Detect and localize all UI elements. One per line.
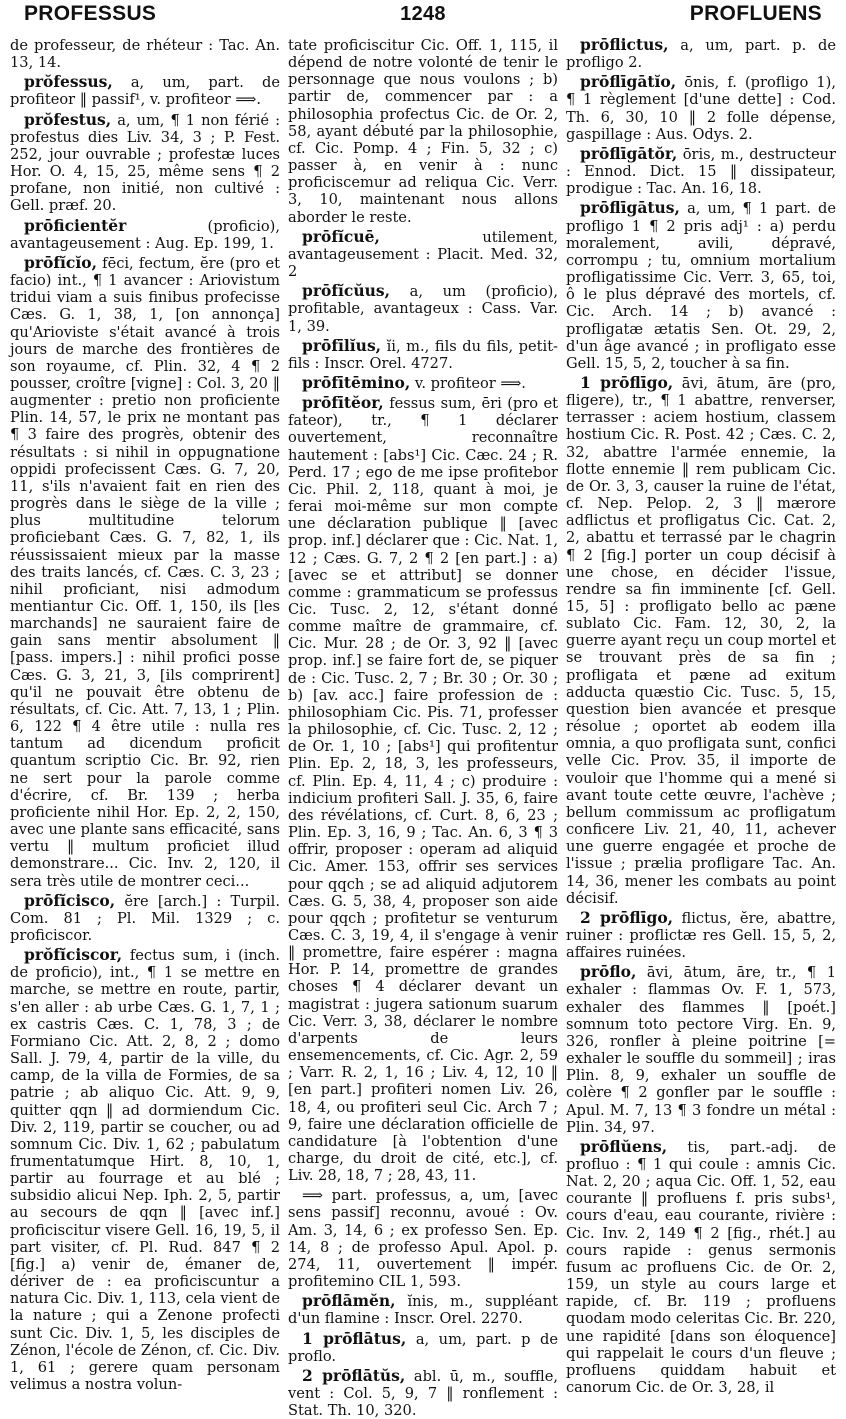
entry-headword: prŏfestus,	[24, 109, 112, 129]
entry-headword: prōflŭens,	[580, 1136, 668, 1156]
dictionary-entry	[10, 73, 280, 108]
entry-text: flictus, ĕre, abattre, ruiner : proflictæ res Gell. 15, 5, 2, affaires ruinées.	[566, 909, 836, 962]
entry-text: ōnis, f. (profligo 1), ¶ 1 règlement [d'une dette] : Cod. Th. 6, 30, 10 ‖ 2 folle dépense, gaspillage : Aus. Odys. 2.	[566, 74, 836, 143]
entry-text: a, um, part. de profiteor ‖ passif¹, v. profiteor ⟹.	[10, 74, 280, 109]
dictionary-entry	[288, 1186, 558, 1290]
entry-headword: prōfĭcuē,	[302, 226, 380, 246]
entry-headword: prōflīgātĭo,	[580, 72, 677, 92]
dictionary-entry	[566, 36, 836, 71]
dictionary-entry	[566, 1138, 836, 1396]
dictionary-entry	[566, 909, 836, 961]
entry-headword: prōflīgātus,	[580, 198, 680, 218]
entry-text: a, um, part. p de proflo.	[288, 1330, 558, 1365]
entry-text: ⟹ part. professus, a, um, [avec sens passif] reconnu, avoué : Ov. Am. 3, 14, 6 ; ex professo Sen. Ep. 14, 8 ; de professo Apul. Apol. p. 274, 11, ouvertement ‖ impér. profitemino CIL 1, 593.	[288, 1187, 558, 1291]
entry-text: ĭnis, m., suppléant d'un flamine : Inscr. Orel. 2270.	[288, 1293, 558, 1328]
dictionary-entry	[10, 111, 280, 215]
entry-text: a, um, ¶ 1 non férié : profestus dies Liv. 34, 3 ; P. Fest. 252, jour ouvrable ; profestæ luces Hor. O. 4, 15, 25, même sens ¶ 2 profane, non initié, non cultivé : Gell. præf. 20.	[10, 111, 280, 215]
entry-text: ĭi, m., fils du fils, petit-fils : Inscr. Orel. 4727.	[288, 337, 558, 372]
entry-text: de professeur, de rhéteur : Tac. An. 13, 14.	[10, 37, 280, 72]
dictionary-entry	[288, 1367, 558, 1419]
dictionary-entry	[566, 145, 836, 197]
entry-headword: prōflo,	[580, 962, 637, 982]
dictionary-entry	[288, 282, 558, 334]
entry-headword: prōfĭcisco,	[24, 890, 116, 910]
entry-headword: prōfĭcĭo,	[24, 252, 97, 272]
entry-headword: prōflāmĕn,	[302, 1291, 396, 1311]
column-1	[10, 36, 280, 1394]
entry-text: āvi, ātum, āre, tr., ¶ 1 exhaler : flammas Ov. F. 1, 573, exhaler des flammes ‖ [poét.] somnum toto pectore Virg. En. 9, 326, ronfler à pleine poitrine [= exhaler le souffle du sommeil] ; iras Plin. 8, 9, exhaler un souffle de colère ¶ 2 gonfler par le souffle : Apul. M. 7, 13 ¶ 3 fondre un métal : Plin. 34, 97.	[566, 964, 836, 1136]
entry-text: ĕre [arch.] : Turpil. Com. 81 ; Pl. Mil. 1329 ; c. proficiscor.	[10, 892, 280, 944]
dictionary-entry	[288, 374, 558, 392]
dictionary-entry	[288, 337, 558, 372]
entry-headword: prŏfĭciscor,	[24, 945, 123, 965]
entry-text: fessus sum, ēri (pro et fateor), tr., ¶ 1 déclarer ouvertement, reconnaître hautement : [abs¹] Cic. Cæc. 24 ; R. Perd. 17 ; ego de me ipse profitebor Cic. Phil. 2, 118, quant à moi, je ferai moi-même sur mon compte une déclaration publique ‖ [avec prop. inf.] déclarer que : Cic. Nat. 1, 12 ; Cæs. G. 7, 2 ¶ 2 [en part.] : a) [avec se et attribut] se donner comme : grammaticum se professus Cic. Tusc. 2, 12, s'étant donné comme maître de grammaire, cf. Cic. Mur. 28 ; de Or. 3, 92 ‖ [avec prop. inf.] se faire fort de, se piquer de : Cic. Tusc. 2, 7 ; Br. 30 ; Or. 30 ; b) [av. acc.] faire profession de : philosophiam Cic. Pis. 71, professer la philosophie, cf. Cic. Tusc. 2, 12 ; de Or. 1, 10 ; [abs¹] qui profitentur Plin. Ep. 2, 18, 3, les professeurs, cf. Plin. Ep. 4, 11, 4 ; c) produire : indicium profiteri Sall. J. 35, 6, faire des révélations, cf. Curt. 8, 6, 23 ; Plin. Ep. 3, 16, 9 ; Tac. An. 6, 3 ¶ 3 offrir, proposer : operam ad aliquid Cic. Amer. 153, offrir ses services pour qqch ; se ad aliquid adjutorem Cæs. G. 5, 38, 4, proposer son aide pour qqch ; profitetur se venturum Cæs. C. 3, 19, 4, il s'engage à venir ‖ promettre, faire espérer : magna Hor. P. 14, promettre de grandes choses ¶ 4 déclarer devant un magistrat : jugera sationum suarum Cic. Verr. 3, 38, déclarer le nombre d'arpents de leurs ensemencements, cf. Cic. Agr. 2, 59 ; Varr. R. 2, 1, 16 ; Liv. 4, 12, 10 ‖ [en part.] profiteri nomen Liv. 26, 18, 4, ou profiteri seul Cic. Arch 7 ; 9, faire une déclaration officielle de candidature [à l'obtention d'une charge, du droit de cité, etc.], cf. Liv. 28, 18, 7 ; 28, 43, 11.	[288, 395, 559, 1185]
entry-headword: prōflictus,	[580, 35, 669, 54]
entry-text: a, um, ¶ 1 part. de profligo 1 ¶ 2 pris adj¹ : a) perdu moralement, avili, dépravé, corrompu ; tu, omnium mortalium profligatissime Cic. Verr. 3, 65, toi, ô le plus dépravé des mortels, cf. Cic. Arch. 14 ; b) avancé : profligatæ ætatis Sen. Ot. 29, 2, d'un âge avancé ; in profligato esse Gell. 15, 5, 2, toucher à sa fin.	[566, 200, 837, 372]
text-columns	[10, 35, 837, 1419]
entry-text: āvi, ātum, āre (pro, fligere), tr., ¶ 1 abattre, renverser, terrasser : aciem hostium, classem hostium Cic. R. Post. 42 ; Cæs. C. 2, 32, abattre l'armée ennemie, la flotte ennemie ‖ rem publicam Cic. de Or. 3, 3, causer la ruine de l'état, cf. Nep. Pelop. 2, 3 ‖ mærore adflictus et profligatus Cic. Cat. 2, 2, abattu et terrassé par le chagrin ¶ 2 [fig.] porter un coup décisif à une chose, en décider l'issue, rendre sa fin imminente [cf. Gell. 15, 5] : profligato bello ac pæne sublato Cic. Fam. 12, 30, 2, la guerre ayant reçu un coup mortel et se trouvant près de sa fin ; profligata et pæne ad exitum adducta quæstio Cic. Tusc. 5, 15, question bien avancée et presque résolue ; oportet ab eodem illa omnia, a quo profligata sunt, confici velle Cic. Prov. 35, il importe de vouloir que l'homme qui a mené si avant toute cette œuvre, l'achève ; bellum commissum ac profligatum conficere Liv. 21, 40, 11, achever une guerre engagée et proche de l'issue ; prælia profligare Tac. An. 14, 36, mener les combats au point décisif.	[566, 374, 836, 907]
entry-headword: prōfītĕor,	[302, 393, 384, 413]
entry-text: abl. ū, m., souffle, vent : Col. 5, 9, 7 ‖ ronflement : Stat. Th. 10, 320.	[288, 1367, 559, 1419]
dictionary-entry	[10, 946, 280, 1393]
page-number: 1248	[400, 3, 446, 25]
entry-text: v. profiteor ⟹.	[414, 374, 526, 392]
entry-headword: 1 prōflīgo,	[580, 372, 674, 392]
entry-headword: prōfīlĭus,	[302, 335, 382, 355]
dictionary-entry	[566, 73, 836, 143]
dictionary-entry	[288, 394, 558, 1184]
entry-headword: 2 prōflātŭs,	[302, 1365, 406, 1385]
dictionary-entry	[288, 1330, 558, 1365]
dictionary-entry	[288, 228, 558, 280]
dictionary-entry	[10, 254, 280, 890]
entry-headword: prōfītēmino,	[302, 372, 411, 392]
column-3	[566, 35, 837, 1397]
entry-headword: prōflīgātŏr,	[580, 143, 678, 163]
entry-text: fēci, fectum, ĕre (pro et facio) int., ¶ 1 avancer : Ariovistum tridui viam a suis finibus profecisse Cæs. G. 1, 38, 1, [on annonça] qu'Arioviste s'était avancé à trois jours de marche des frontières de son royaume, cf. Plin. 32, 4 ¶ 2 pousser, croître [vigne] : Col. 3, 20 ‖ augmenter : pretio non proficiente Plin. 14, 57, le prix ne montant pas ¶ 3 faire des progrès, obtenir des résultats : si nihil in oppugnatione oppidi profecissent Cæs. G. 7, 20, 11, s'ils n'avaient fait en rien des progrès dans le siège de la ville ; plus multitudine telorum proficiebant Cæs. G. 7, 82, 1, ils réussissaient mieux par la masse des traits lancés, cf. Cæs. C. 3, 23 ; nihil proficiant, nisi admodum mentiantur Cic. Off. 1, 150, ils [les marchands] ne sauraient faire de gain sans mentir absolument ‖ [pass. impers.] : nihil profici posse Cæs. G. 3, 21, 3, [ils comprirent] qu'il ne pouvait être obtenu de résultats, cf. Cic. Att. 7, 13, 1 ; Plin. 6, 122 ¶ 4 être utile : nulla res tantum ad dicendum proficit quantum scriptio Cic. Br. 92, rien ne sert pour la parole comme d'écrire, cf. Br. 139 ; herba proficiente nihil Hor. Ep. 2, 2, 150, avec une plante sans efficacité, sans vertu ‖ multum proficiet illud demonstrare... Cic. Inv. 2, 120, il sera très utile de montrer ceci...	[10, 254, 280, 890]
entry-text: utilement, avantageusement : Placit. Med. 32, 2	[288, 228, 558, 281]
dictionary-entry	[10, 892, 280, 944]
page-header	[10, 0, 836, 32]
running-head-right: PROFLUENS	[689, 2, 822, 25]
entry-text: a, um, part. p. de profligo 2.	[566, 37, 836, 72]
dictionary-entry	[288, 36, 558, 226]
entry-headword: 2 prōflīgo,	[580, 907, 674, 927]
entry-headword: prōficientĕr	[24, 215, 127, 235]
entry-text: (proficio), avantageusement : Aug. Ep. 199, 1.	[10, 217, 280, 252]
running-head-left: PROFESSUS	[24, 2, 157, 25]
dictionary-entry	[566, 963, 836, 1136]
column-2	[288, 36, 559, 1419]
entry-text: tate proficiscitur Cic. Off. 1, 115, il dépend de notre volonté de tenir le personnage que nous voulons ; b) partir de, commencer par : a philosophia profectus Cic. de Or. 2, 58, ayant débuté par la philosophie, cf. Cic. Pomp. 4 ; Fin. 5, 32 ; c) passer à, en venir à : nunc proficiscemur ad reliqua Cic. Verr. 3, 10, maintenant nous allons aborder le reste.	[288, 37, 558, 226]
entry-text: tis, part.-adj. de profluo : ¶ 1 qui coule : amnis Cic. Nat. 2, 20 ; aqua Cic. Off. 1, 52, eau courante ‖ profluens f. pris subs¹, cours d'eau, eau courante, rivière : Cic. Inv. 2, 149 ¶ 2 [fig., rhét.] au cours rapide : genus sermonis fusum ac profluens Cic. de Or. 2, 159, un style au cours large et rapide, cf. Br. 119 ; profluens quodam modo celeritas Cic. Br. 220, une rapidité [dans son éloquence] qui rappelait le cours d'un fleuve ; profluens quiddam habuit et canorum Cic. de Or. 3, 28, il	[566, 1138, 836, 1397]
entry-headword: prŏfessus,	[24, 72, 113, 92]
dictionary-entry	[288, 1292, 558, 1327]
dictionary-entry	[566, 199, 836, 372]
entry-headword: prōfĭcŭus,	[302, 281, 390, 301]
dictionary-entry	[10, 36, 280, 71]
entry-text: ōris, m., destructeur : Ennod. Dict. 15 ‖ dissipateur, prodigue : Tac. An. 16, 18.	[566, 145, 837, 198]
entry-headword: 1 prōflātus,	[302, 1328, 407, 1348]
entry-text: a, um (proficio), profitable, avantageux : Cass. Var. 1, 39.	[288, 283, 558, 335]
entry-text: fectus sum, i (inch. de proficio), int., ¶ 1 se mettre en marche, se mettre en route, partir, s'en aller : ab urbe Cæs. G. 1, 7, 1 ; ex castris Cæs. C. 1, 78, 3 ; de Formiano Cic. Att. 2, 8, 2 ; domo Sall. J. 79, 4, partir de la ville, du camp, de la villa de Formies, de sa patrie ; ab aliquo Cic. Att. 9, 9, quitter qqn ‖ ad dormiendum Cic. Div. 2, 119, partir se coucher, ou ad somnum Cic. Div. 1, 62 ; pabulatum frumentatumque Hirt. 8, 10, 1, partir au fourrage et au blé ; subsidio alicui Nep. Iph. 2, 5, partir au secours de qqn ‖ [avec inf.] proficiscitur visere Gell. 16, 19, 5, il part visiter, cf. Pl. Rud. 847 ¶ 2 [fig.] a) venir de, émaner de, dériver de : ea proficiscuntur a natura Cic. Div. 1, 113, cela vient de la nature ; qui a Zenone profecti sunt Cic. Div. 1, 5, les disciples de Zénon, l'école de Zénon, cf. Cic. Div. 1, 61 ; gerere quam personam velimus a nostra volun-	[10, 947, 280, 1394]
dictionary-entry	[10, 217, 280, 252]
dictionary-entry	[566, 374, 836, 907]
